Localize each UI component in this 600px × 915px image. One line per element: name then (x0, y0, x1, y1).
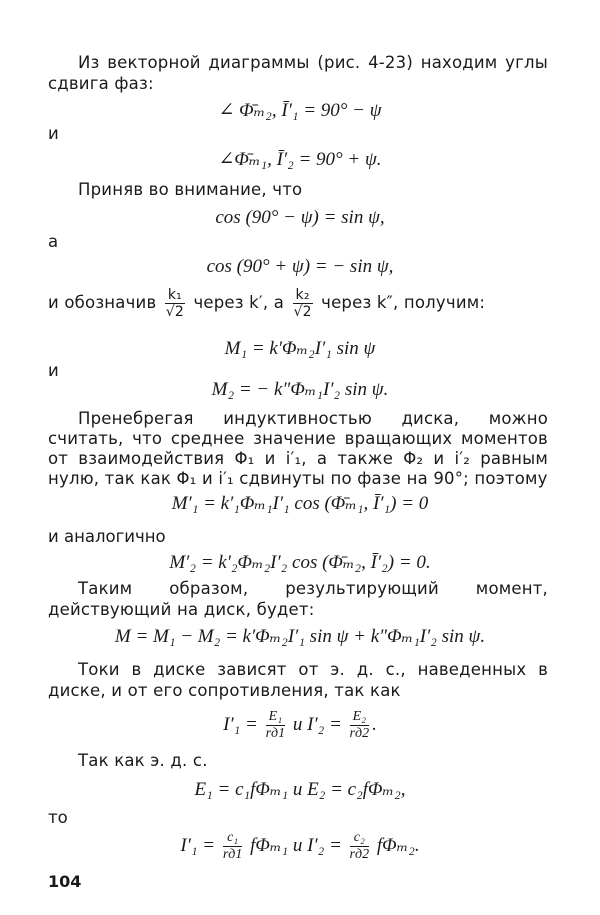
fraction-c2-r2 (350, 830, 370, 863)
fraction-c1-r1 (223, 830, 243, 863)
word-and-1: и (48, 124, 59, 143)
paragraph-resulting-moment: Таким образом, результирующий момент, действующий на диск, будет: (48, 579, 548, 619)
equation-cos-plus: cos (90° + ψ) = − sin ψ, (206, 256, 394, 277)
word-then: то (48, 808, 68, 827)
equation-angle-2: ∠Φ̄ₘ₁, Ī′₂ = 90° + ψ. (218, 149, 382, 170)
fraction-e2-r2 (350, 709, 370, 742)
word-similarly: и аналогично (48, 527, 166, 546)
fraction-denominator: rд2 (349, 847, 370, 863)
equation-cos-minus: cos (90° − ψ) = sin ψ, (215, 207, 385, 228)
equation-currents (0, 705, 600, 745)
current-1-rhs: fΦₘ₁ (250, 835, 289, 856)
paragraph-neglecting-inductance: Пренебрегая индуктивностью диска, можно считать, что среднее значение вращающих моментов от взаимодействия Φ₁ и i′₁, а также Φ₂ и i′₂ равным нулю, так как Φ₁ и i′₁ сдвинуты по фазе на 90°; поэтому (48, 409, 548, 488)
fraction-k2-sqrt2 (293, 287, 313, 320)
fraction-numerator: k₁ (165, 287, 185, 304)
page-number: 104 (48, 872, 82, 891)
current-2-rhs: fΦₘ₂. (376, 835, 420, 856)
current-2-lhs: и I′₂ = (292, 714, 342, 735)
fraction-e1-r1 (266, 709, 286, 742)
paragraph-vector-diagram: Из векторной диаграммы (рис. 4-23) находим углы сдвига фаз: (48, 53, 548, 93)
equation-total-moment: M = M₁ − M₂ = k′Φₘ₂I′₁ sin ψ + k″Φₘ₁I′₂ sin ψ. (114, 626, 486, 647)
paragraph-denoting (48, 286, 548, 320)
fraction-denominator: √2 (293, 304, 312, 320)
fraction-numerator: E₂ (350, 709, 370, 726)
paragraph-taking-into-account: Приняв во внимание, что (78, 180, 303, 199)
denoting-text-a: и обозначив (48, 293, 157, 312)
equation-m1-prime: M′₁ = k′₁Φₘ₁I′₁ cos (Φ̄ₘ₁, Ī′₁) = 0 (171, 493, 429, 514)
denoting-text-c: через k″, получим: (321, 293, 486, 312)
current-2-lhs: и I′₂ = (292, 835, 342, 856)
fraction-numerator: c₂ (350, 830, 370, 847)
fraction-numerator: E₁ (266, 709, 286, 726)
equation-m2-prime: M′₂ = k′₂Φₘ₂I′₂ cos (Φ̄ₘ₂, Ī′₂) = 0. (169, 552, 431, 573)
equation-currents-final (0, 826, 600, 866)
equation-angle-1: ∠ Φ̄ₘ₂, Ī′₁ = 90° − ψ (218, 100, 382, 121)
fraction-denominator: rд2 (349, 726, 370, 742)
equation-m1: M₁ = k′Φₘ₂I′₁ sin ψ (224, 338, 376, 359)
fraction-numerator: c₁ (223, 830, 243, 847)
equation-m2: M₂ = − k″Φₘ₁I′₂ sin ψ. (211, 379, 389, 400)
word-and-2: и (48, 361, 59, 380)
word-a: а (48, 232, 59, 251)
paragraph-since-emf: Так как э. д. с. (78, 751, 208, 770)
fraction-k1-sqrt2 (165, 287, 185, 320)
current-1-lhs: I′₁ = (223, 714, 258, 735)
equation-emf: E₁ = c₁fΦₘ₁ и E₂ = c₂fΦₘ₂, (194, 779, 406, 800)
fraction-denominator: rд1 (265, 726, 286, 742)
current-1-lhs: I′₁ = (180, 835, 216, 856)
fraction-denominator: √2 (165, 304, 185, 320)
paragraph-currents-in-disk: Токи в диске зависят от э. д. с., наведенных в диске, и от его сопротивления, так как (48, 660, 548, 700)
equation-period: . (372, 714, 377, 735)
fraction-numerator: k₂ (293, 287, 313, 304)
denoting-text-b: через k′, а (193, 293, 285, 312)
fraction-denominator: rд1 (222, 847, 243, 863)
